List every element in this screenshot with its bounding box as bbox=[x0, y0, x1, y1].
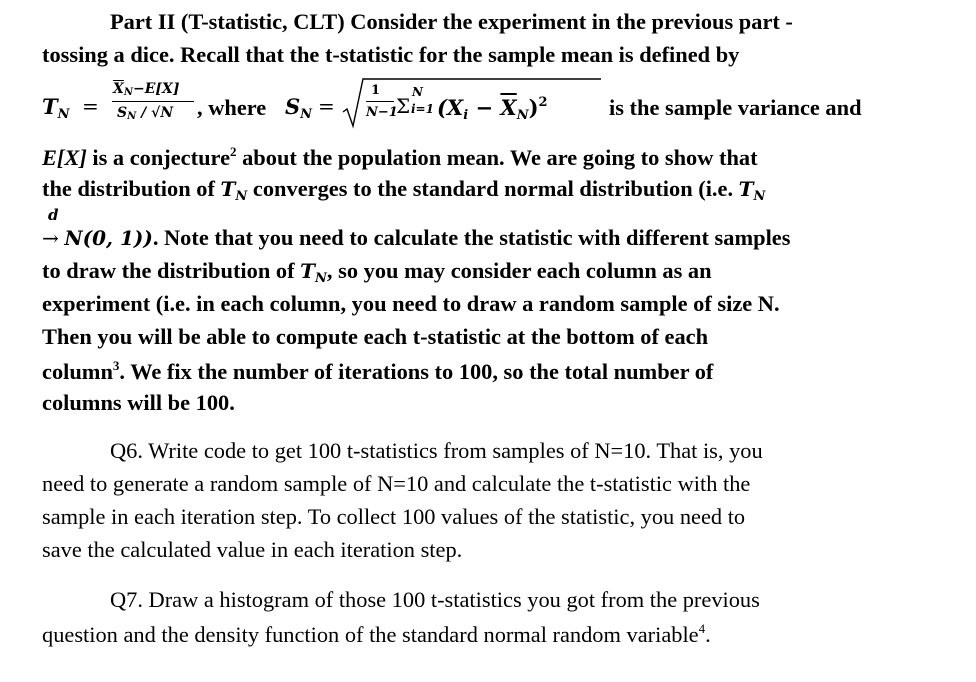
part2-line-8: to draw the distribution of $T_N$, so you may consider each column as an bbox=[42, 258, 712, 286]
q6-line-3: sample in each iteration step. To collect 100 values of the statistic, you need to bbox=[42, 504, 746, 529]
convergence-d: d bbox=[48, 206, 59, 224]
formula-equals-2: = bbox=[318, 94, 335, 118]
formula-S: $S_N$ bbox=[285, 94, 313, 122]
q6-line-2: need to generate a random sample of N=10 and calculate the t-statistic with the bbox=[42, 471, 751, 496]
part2-line-2: tossing a dice. Recall that the t-statistic for the sample mean is defined by bbox=[42, 42, 740, 67]
part2-line-10: Then you will be able to compute each t-statistic at the bottom of each bbox=[42, 324, 709, 349]
formula-denominator: $S_N / √N$ bbox=[117, 105, 174, 122]
formula-where: , where bbox=[197, 95, 267, 120]
frac-bar-2 bbox=[366, 101, 394, 102]
frac-den: N−1 bbox=[366, 105, 398, 120]
q7-line-1: Q7. Draw a histogram of those 100 t-statistics you got from the previous bbox=[110, 587, 760, 612]
formula-tail: is the sample variance and bbox=[609, 95, 862, 120]
part2-line-9: experiment (i.e. in each column, you need to draw a random sample of size N. bbox=[42, 291, 780, 316]
q6-line-1: Q6. Write code to get 100 t-statistics from samples of N=10. That is, you bbox=[110, 438, 763, 463]
formula-numerator: $\overline{X}_N-E[X]$ bbox=[113, 81, 180, 98]
frac-one: 1 bbox=[371, 83, 381, 98]
sum-body: $(X_i - \overline{X}_N)^2$ bbox=[437, 95, 548, 123]
formula-fraction-bar bbox=[112, 101, 194, 102]
part2-line-11: column$^3$. We fix the number of iterations to 100, so the total number of bbox=[42, 358, 714, 384]
q7-line-2: question and the density function of the standard normal random variable$^4$. bbox=[42, 621, 711, 647]
part2-line-7: → N(0, 1)). Note that you need to calculate the statistic with different samples bbox=[42, 225, 791, 250]
formula-T: $T_N$ bbox=[42, 94, 70, 122]
part2-line-5: the distribution of $T_N$ converges to the standard normal distribution (i.e. $T_N$ bbox=[42, 176, 766, 204]
part2-line-1: Part II (T-statistic, CLT) Consider the experiment in the previous part - bbox=[110, 9, 793, 34]
sum-lower: i=1 bbox=[411, 102, 434, 116]
formula-equals: = bbox=[82, 94, 99, 118]
part2-line-4: E[X] is a conjecture$^2$ about the population mean. We are going to show that bbox=[42, 144, 758, 170]
sum-upper: N bbox=[412, 85, 423, 99]
q6-line-4: save the calculated value in each iteration step. bbox=[42, 537, 463, 562]
sigma-sign: Σ bbox=[396, 94, 411, 118]
part2-line-12: columns will be 100. bbox=[42, 390, 235, 415]
